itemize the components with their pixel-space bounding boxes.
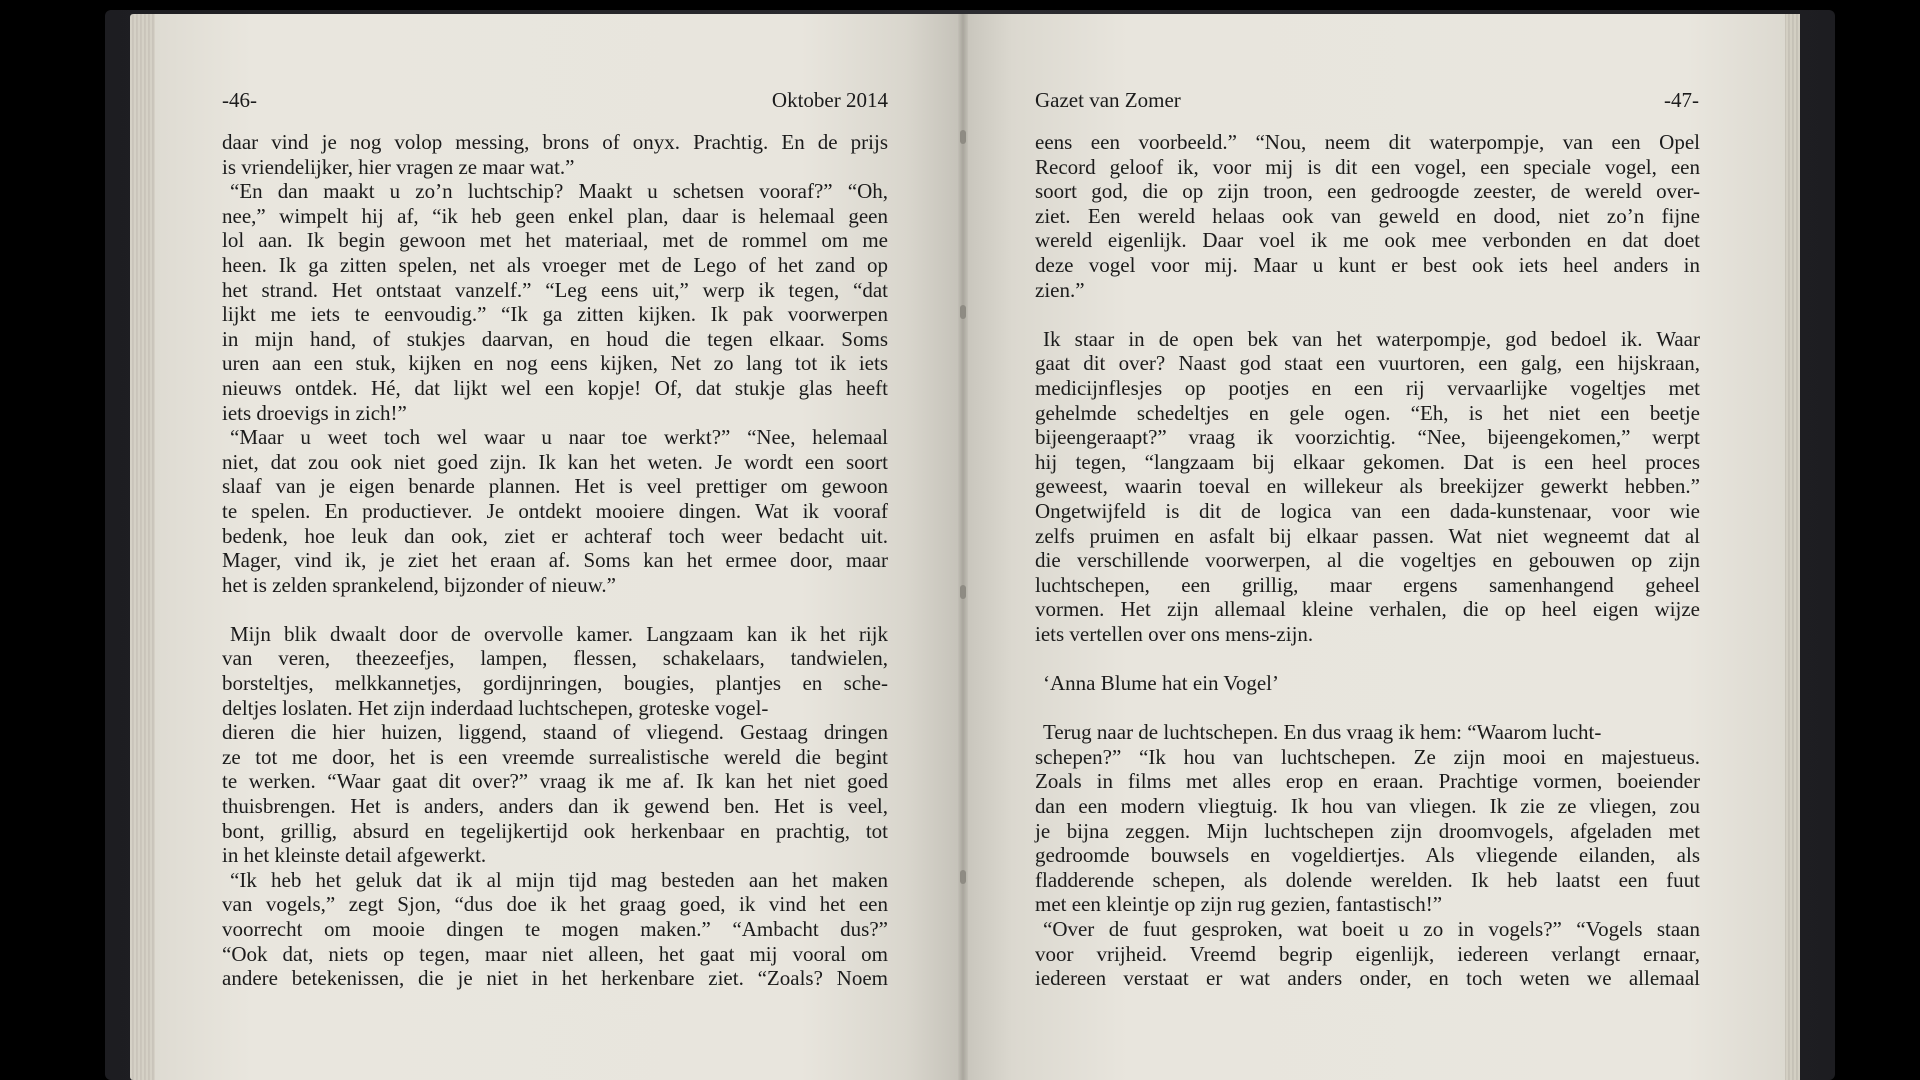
text-line: Mager, vind ik, je ziet het eraan af. Soms kan het ermee door, maar: [222, 548, 888, 573]
text-line: daar vind je nog volop messing, brons of onyx. Prachtig. En de prijs: [222, 130, 888, 154]
text-line: andere betekenissen, die je niet in het herkenbare ziet. “Zoals? Noem: [222, 966, 888, 991]
right-page-header: [1035, 88, 1699, 113]
text-line: nee,” wimpelt hij af, “ik heb geen enkel plan, daar is helemaal geen: [222, 203, 888, 228]
text-line: Ik staar in de open bek van het waterpompje, god bedoel ik. Waar: [1043, 326, 1700, 351]
text-line: Mijn blik dwaalt door de overvolle kamer. Langzaam kan ik het rijk: [230, 621, 888, 646]
paragraph-break: [1035, 696, 1700, 721]
spine-stitch: [960, 130, 966, 144]
text-line: bont, grillig, absurd en tegelijkertijd ook herkenbaar en prachtig, tot: [222, 818, 888, 843]
text-line: gedroomde bouwsels en vogeldiertjes. Als vliegende eilanden, als: [1035, 843, 1700, 868]
text-line: van veren, theezeefjes, lampen, flessen, schakelaars, tandwielen,: [222, 646, 888, 671]
text-line: voorrecht om mooie dingen te mogen maken.” “Ambacht dus?”: [222, 917, 888, 941]
right-page-number: -47-: [1664, 88, 1699, 112]
text-line: iets droevigs in zich!”: [222, 400, 407, 425]
right-page-body: [1035, 130, 1700, 991]
text-line: is vriendelijker, hier vragen ze maar wat.”: [222, 154, 575, 179]
text-line: het strand. Het ontstaat vanzelf.” “Leg eens uit,” werp ik tegen, “dat: [222, 277, 888, 302]
text-line: te werken. “Waar gaat dit over?” vraag ik me af. Ik kan het niet goed: [222, 769, 888, 794]
text-line: nieuws ontdek. Hé, dat lijkt wel een kopje! Of, dat stukje glas heeft: [222, 375, 888, 400]
text-line: “Ik heb het geluk dat ik al mijn tijd mag besteden aan het maken: [230, 867, 888, 892]
spine-stitch: [960, 870, 966, 884]
text-line: geweest, waarin toeval en willekeur als breekijzer gewerkt hebben.”: [1035, 474, 1700, 499]
text-line: iedereen verstaat er wat anders onder, en toch weten we allemaal: [1035, 966, 1700, 991]
text-line: Record geloof ik, voor mij is dit een vogel, een speciale vogel, een: [1035, 154, 1700, 179]
text-line: in het kleinste detail afgewerkt.: [222, 843, 487, 868]
text-line: borsteltjes, melkkannetjes, gordijnringen, bougies, plantjes en sche-: [222, 671, 888, 696]
text-line: gehelmde schedeltjes en gele ogen. “Eh, is het niet een beetje: [1035, 400, 1700, 425]
text-line: deltjes loslaten. Het zijn inderdaad luchtschepen, groteske vogel-: [222, 695, 769, 720]
paragraph-break: [1035, 302, 1700, 327]
left-page-body: [222, 130, 888, 991]
text-line: “Over de fuut gesproken, wat boeit u zo in vogels?” “Vogels staan: [1043, 917, 1700, 941]
text-line: ‘Anna Blume hat ein Vogel’: [1043, 671, 1280, 696]
text-line: niet, dat zou ook niet goed zijn. Ik kan het weten. Je wordt een soort: [222, 449, 888, 474]
text-line: bijeengeraapt?” vraag ik voorzichtig. “Nee, bijeengekomen,” werpt: [1035, 425, 1700, 450]
text-line: in mijn hand, of stukjes daarvan, en houd die tegen elkaar. Soms: [222, 326, 888, 351]
right-running-head: Gazet van Zomer: [1035, 88, 1181, 112]
text-line: heen. Ik ga zitten spelen, net als vroeger met de Lego of het zand op: [222, 252, 888, 277]
text-line: ze tot me door, het is een vreemde surrealistische wereld die begint: [222, 744, 888, 769]
text-line: medicijnflesjes op pootjes en een rij vervaarlijke vogeltjes met: [1035, 375, 1700, 400]
text-line: thuisbrengen. Het is anders, anders dan ik gewend ben. Het is veel,: [222, 794, 888, 819]
text-line: “Ook dat, niets op tegen, maar niet alleen, het gaat mij vooral om: [222, 941, 888, 966]
text-line: schepen?” “Ik hou van luchtschepen. Ze zijn mooi en majestueus.: [1035, 744, 1700, 769]
text-line: Zoals in films met alles erop en eraan. Prachtige vormen, boeiender: [1035, 769, 1700, 794]
text-line: ziet. Een wereld helaas ook van geweld en dood, niet zo’n fijne: [1035, 203, 1700, 228]
text-line: “Maar u weet toch wel waar u naar toe werkt?” “Nee, helemaal: [230, 425, 888, 450]
text-line: lol aan. Ik begin gewoon met het materiaal, met de rommel om me: [222, 228, 888, 253]
text-line: voor vrijheid. Vreemd begrip eigenlijk, iedereen verlangt ernaar,: [1035, 941, 1700, 966]
left-page-header: [222, 88, 888, 113]
text-line: soort god, die op zijn troon, een gedroogde zeester, de wereld over-: [1035, 179, 1700, 204]
text-line: iets vertellen over ons mens-zijn.: [1035, 621, 1314, 646]
text-line: die verschillende voorwerpen, al die vogeltjes en gebouwen op zijn: [1035, 548, 1700, 573]
text-line: “En dan maakt u zo’n luchtschip? Maakt u schetsen vooraf?” “Oh,: [230, 179, 888, 204]
text-line: dan een modern vliegtuig. Ik hou van vliegen. Ik zie ze vliegen, zou: [1035, 794, 1700, 819]
left-page-number: -46-: [222, 88, 257, 112]
left-running-head: Oktober 2014: [771, 88, 888, 112]
text-line: uren aan een stuk, kijken en nog eens kijken, Net zo lang tot ik iets: [222, 351, 888, 376]
text-line: Terug naar de luchtschepen. En dus vraag ik hem: “Waarom lucht-: [1043, 720, 1602, 745]
text-line: luchtschepen, een grillig, maar ergens samenhangend geheel: [1035, 572, 1700, 597]
paragraph-break: [1035, 646, 1700, 671]
text-line: hij tegen, “langzaam bij elkaar gekomen. Dat is een heel proces: [1035, 449, 1700, 474]
text-line: Ongetwijfeld is dit de logica van een dada-kunstenaar, voor wie: [1035, 498, 1700, 523]
text-line: lijkt me iets te eenvoudig.” “Ik ga zitten kijken. Ik pak voorwerpen: [222, 302, 888, 327]
text-line: met een kleintje op zijn rug gezien, fantastisch!”: [1035, 892, 1443, 917]
text-line: je bijna zeggen. Mijn luchtschepen zijn droomvogels, afgeladen met: [1035, 818, 1700, 843]
text-line: te spelen. En productiever. Je ontdekt mooiere dingen. Wat ik vooraf: [222, 498, 888, 523]
text-line: wereld eigenlijk. Daar voel ik me ook mee verbonden en dat doet: [1035, 228, 1700, 253]
text-line: fladderende schepen, als dolende werelden. Ik heb laatst een fuut: [1035, 867, 1700, 892]
text-line: zien.”: [1035, 277, 1085, 302]
text-line: het is zelden sprankelend, bijzonder of nieuw.”: [222, 572, 616, 597]
text-line: slaaf van je eigen benarde plannen. Het is veel prettiger om gewoon: [222, 474, 888, 499]
text-line: gaat dit over? Naast god staat een vuurtoren, een galg, een hijskraan,: [1035, 351, 1700, 376]
text-line: dieren die hier huizen, liggend, staand of vliegend. Gestaag dringen: [222, 720, 888, 745]
text-line: eens een voorbeeld.” “Nou, neem dit waterpompje, van een Opel: [1035, 130, 1700, 154]
text-line: bedenk, hoe leuk dan ook, ziet er achteraf toch weer bedacht uit.: [222, 523, 888, 548]
text-line: zelfs pruimen en asfalt bij elkaar passen. Wat niet wegneemt dat al: [1035, 523, 1700, 548]
book-spine: [958, 14, 968, 1080]
text-line: deze vogel voor mij. Maar u kunt er best ook iets heel anders in: [1035, 252, 1700, 277]
text-line: vormen. Het zijn allemaal kleine verhalen, die op heel eigen wijze: [1035, 597, 1700, 622]
paragraph-break: [222, 597, 888, 622]
spine-stitch: [960, 305, 966, 319]
spine-stitch: [960, 585, 966, 599]
text-line: van vogels,” zegt Sjon, “dus doe ik het graag goed, ik vind het een: [222, 892, 888, 917]
